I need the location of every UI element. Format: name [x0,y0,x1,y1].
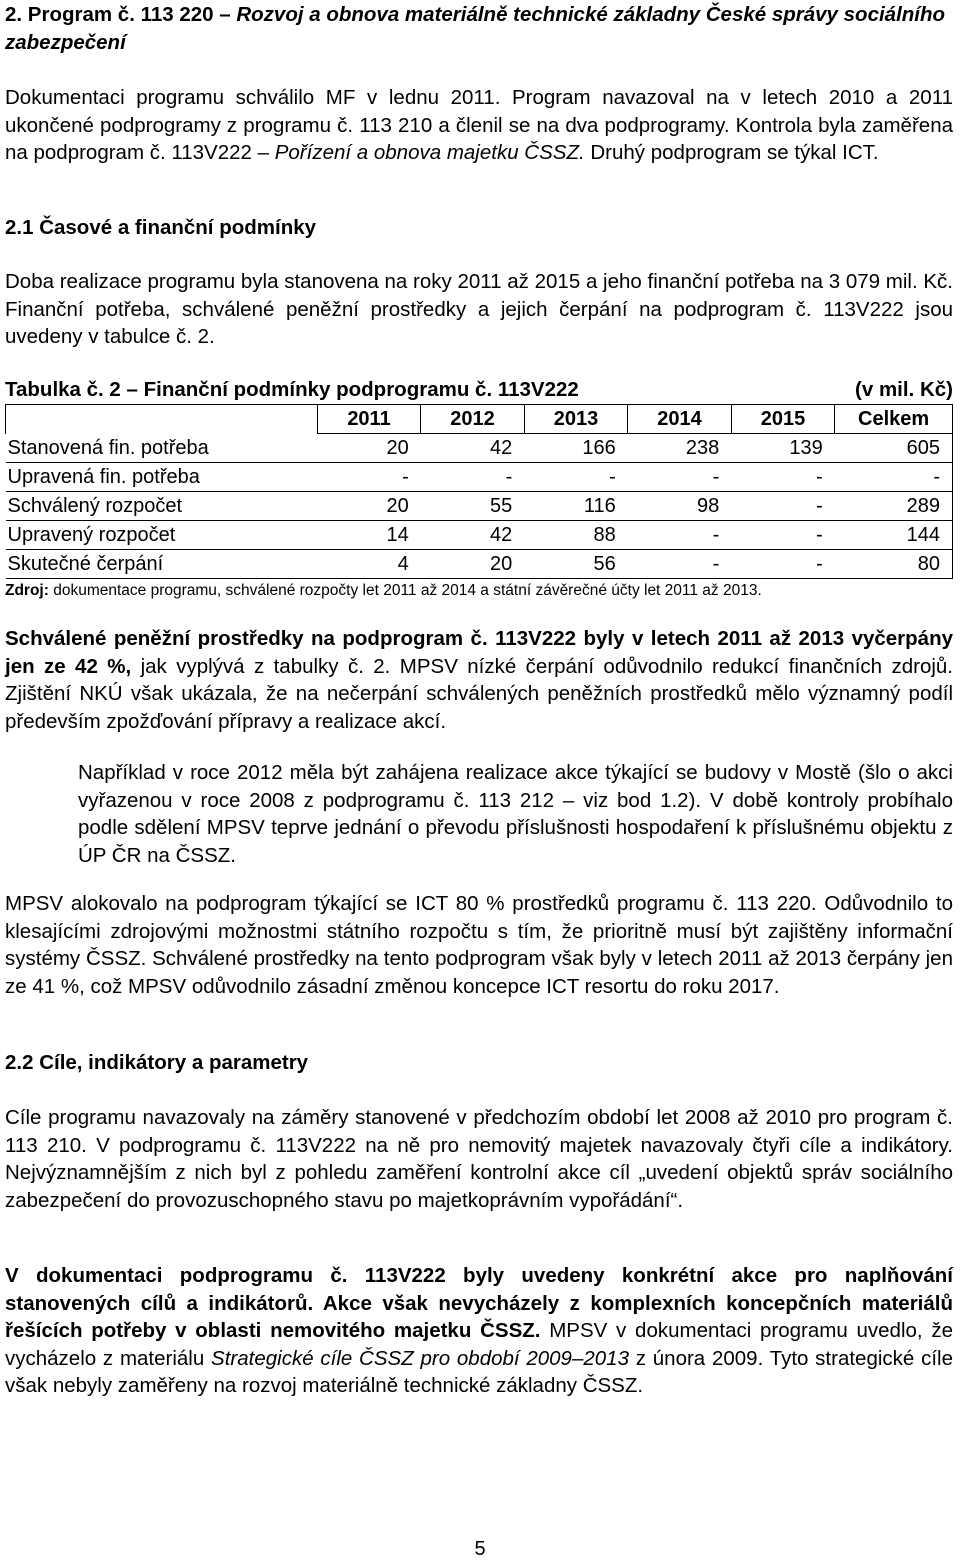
table-cell: 98 [628,492,732,521]
example-paragraph: Například v roce 2012 měla být zahájena realizace akce týkající se budovy v Mostě (šlo o akci vyřazenou v roce 2008 z podprogramu č. 113 212 – viz bod 1.2). V době kontroly probíhalo podle sdělení MPSV teprve jednání o převodu příslušnosti hospodaření k příslušnému objektu z ÚP ČR na ČSSZ. [78,761,953,867]
table-cell: 139 [731,434,835,463]
table-cell: 20 [421,550,525,579]
timing-paragraph: Doba realizace programu byla stanovena na roky 2011 až 2015 a jeho finanční potřeba na 3 079 mil. Kč. Finanční potřeba, schválené peněžní prostředky a jejich čerpání na podprogram č. 113V222 jsou uvedeny v tabulce č. 2. [5,270,953,348]
table-unit: (v mil. Kč) [855,378,953,401]
column-header: 2012 [421,405,525,434]
table-cell: 55 [421,492,525,521]
column-header: 2011 [317,405,420,434]
table-cell: - [731,463,835,492]
table-row [6,434,953,463]
table-cell: 116 [524,492,628,521]
column-header: Celkem [835,405,953,434]
table-row [6,492,953,521]
row-label: Upravený rozpočet [6,521,318,550]
table-cell: 14 [317,521,420,550]
table-cell: 144 [835,521,953,550]
table-cell: - [731,521,835,550]
table-cell: 238 [628,434,732,463]
table-cell: 20 [317,434,420,463]
section-number: 2. Program č. 113 220 – [5,3,231,26]
subprogram-title: Pořízení a obnova majetku ČSSZ. [274,141,585,164]
table-cell: - [421,463,525,492]
table-cell: - [524,463,628,492]
page-number: 5 [474,1538,486,1560]
table-cell: - [731,492,835,521]
source-text: dokumentace programu, schválené rozpočty let 2011 až 2014 a státní závěrečné účty let 2011 až 2013. [53,582,762,599]
table-row [6,521,953,550]
table-cell: - [628,550,732,579]
approved-funds-paragraph: Schválené peněžní prostředky na podprogram č. 113V222 byly v letech 2011 až 2013 vyčerpány jen ze 42 %, jak vyplývá z tabulky č. 2. MPSV nízké čerpání odůvodnilo redukcí finančních zdrojů. Zjištění NKÚ však ukázala, že na nečerpání schválených peněžních prostředků mělo významný podíl především zpožďování přípravy a realizace akcí. [5,627,953,733]
table-cell: 42 [421,521,525,550]
subsection-heading-2-1: 2.1 Časové a finanční podmínky [5,216,317,239]
table-cell: 42 [421,434,525,463]
table-cell: 88 [524,521,628,550]
document-title: Strategické cíle ČSSZ pro období 2009–2013 [211,1346,629,1370]
subsection-heading-2-2: 2.2 Cíle, indikátory a parametry [5,1051,309,1074]
row-label: Schválený rozpočet [6,492,318,521]
row-label: Stanovená fin. potřeba [6,434,318,463]
table-cell: 56 [524,550,628,579]
table-cell: 605 [835,434,953,463]
table-cell: 289 [835,492,953,521]
column-header: 2014 [628,405,732,434]
table-cell: 4 [317,550,420,579]
table-cell: - [731,550,835,579]
table-cell: 80 [835,550,953,579]
row-label: Upravená fin. potřeba [6,463,318,492]
table-cell: - [317,463,420,492]
table-header-row [6,405,953,434]
final-paragraph: V dokumentaci podprogramu č. 113V222 byly uvedeny konkrétní akce pro naplňování stanovených cílů a indikátorů. Akce však nevycházely z komplexních koncepčních materiálů řešících potřeby v oblasti nemovitého majetku ČSSZ. MPSV v dokumentaci programu uvedlo, že vycházelo z materiálu Strategické cíle ČSSZ pro období 2009–2013 z února 2009. Tyto strategické cíle však nebyly zaměřeny na rozvoj materiálně technické základny ČSSZ. [5,1264,953,1397]
table-cell: - [628,521,732,550]
table-cell: - [835,463,953,492]
table-cell: 20 [317,492,420,521]
intro-paragraph: Dokumentaci programu schválilo MF v lednu 2011. Program navazoval na v letech 2010 a 2011 ukončené podprogramy z programu č. 113 210 a členil se na dva podprogramy. Kontrola byla zaměřena na podprogram č. 113V222 – Pořízení a obnova majetku ČSSZ. Druhý podprogram se týkal ICT. [5,86,953,164]
table-row [6,463,953,492]
source-label: Zdroj: [5,582,49,599]
column-header: 2013 [524,405,628,434]
goals-paragraph: Cíle programu navazovaly na záměry stanovené v předchozím období let 2008 až 2010 pro program č. 113 210. V podprogramu č. 113V222 na ně pro nemovitý majetek navazovaly čtyři cíle a indikátory. Nejvýznamnějším z nich byl z pohledu zaměření kontrolní akce cíl „uvedení objektů správ sociálního zabezpečení do provozuschopného stavu po majetkoprávním vypořádání“. [5,1106,953,1212]
table-cell: 166 [524,434,628,463]
table-source [5,580,762,602]
section-title: Rozvoj a obnova materiálně technické základny České správy sociálního zabezpečení [5,3,946,54]
row-label: Skutečné čerpání [6,550,318,579]
ict-paragraph: MPSV alokovalo na podprogram týkající se ICT 80 % prostředků programu č. 113 220. Odůvodnilo to klesajícími zdrojovými možnostmi státního rozpočtu s tím, že prioritně musí být zajištěny informační systémy ČSSZ. Schválené prostředky na tento podprogram však byly v letech 2011 až 2013 čerpány jen ze 41 %, což MPSV odůvodnilo zásadní změnou koncepce ICT resortu do roku 2017. [5,892,953,998]
table-row [6,550,953,579]
section-heading [5,1,953,57]
table-caption [5,376,953,404]
financial-table [5,404,953,579]
column-header: 2015 [731,405,835,434]
table-title: Tabulka č. 2 – Finanční podmínky podprogramu č. 113V222 [5,378,579,401]
table-cell: - [628,463,732,492]
